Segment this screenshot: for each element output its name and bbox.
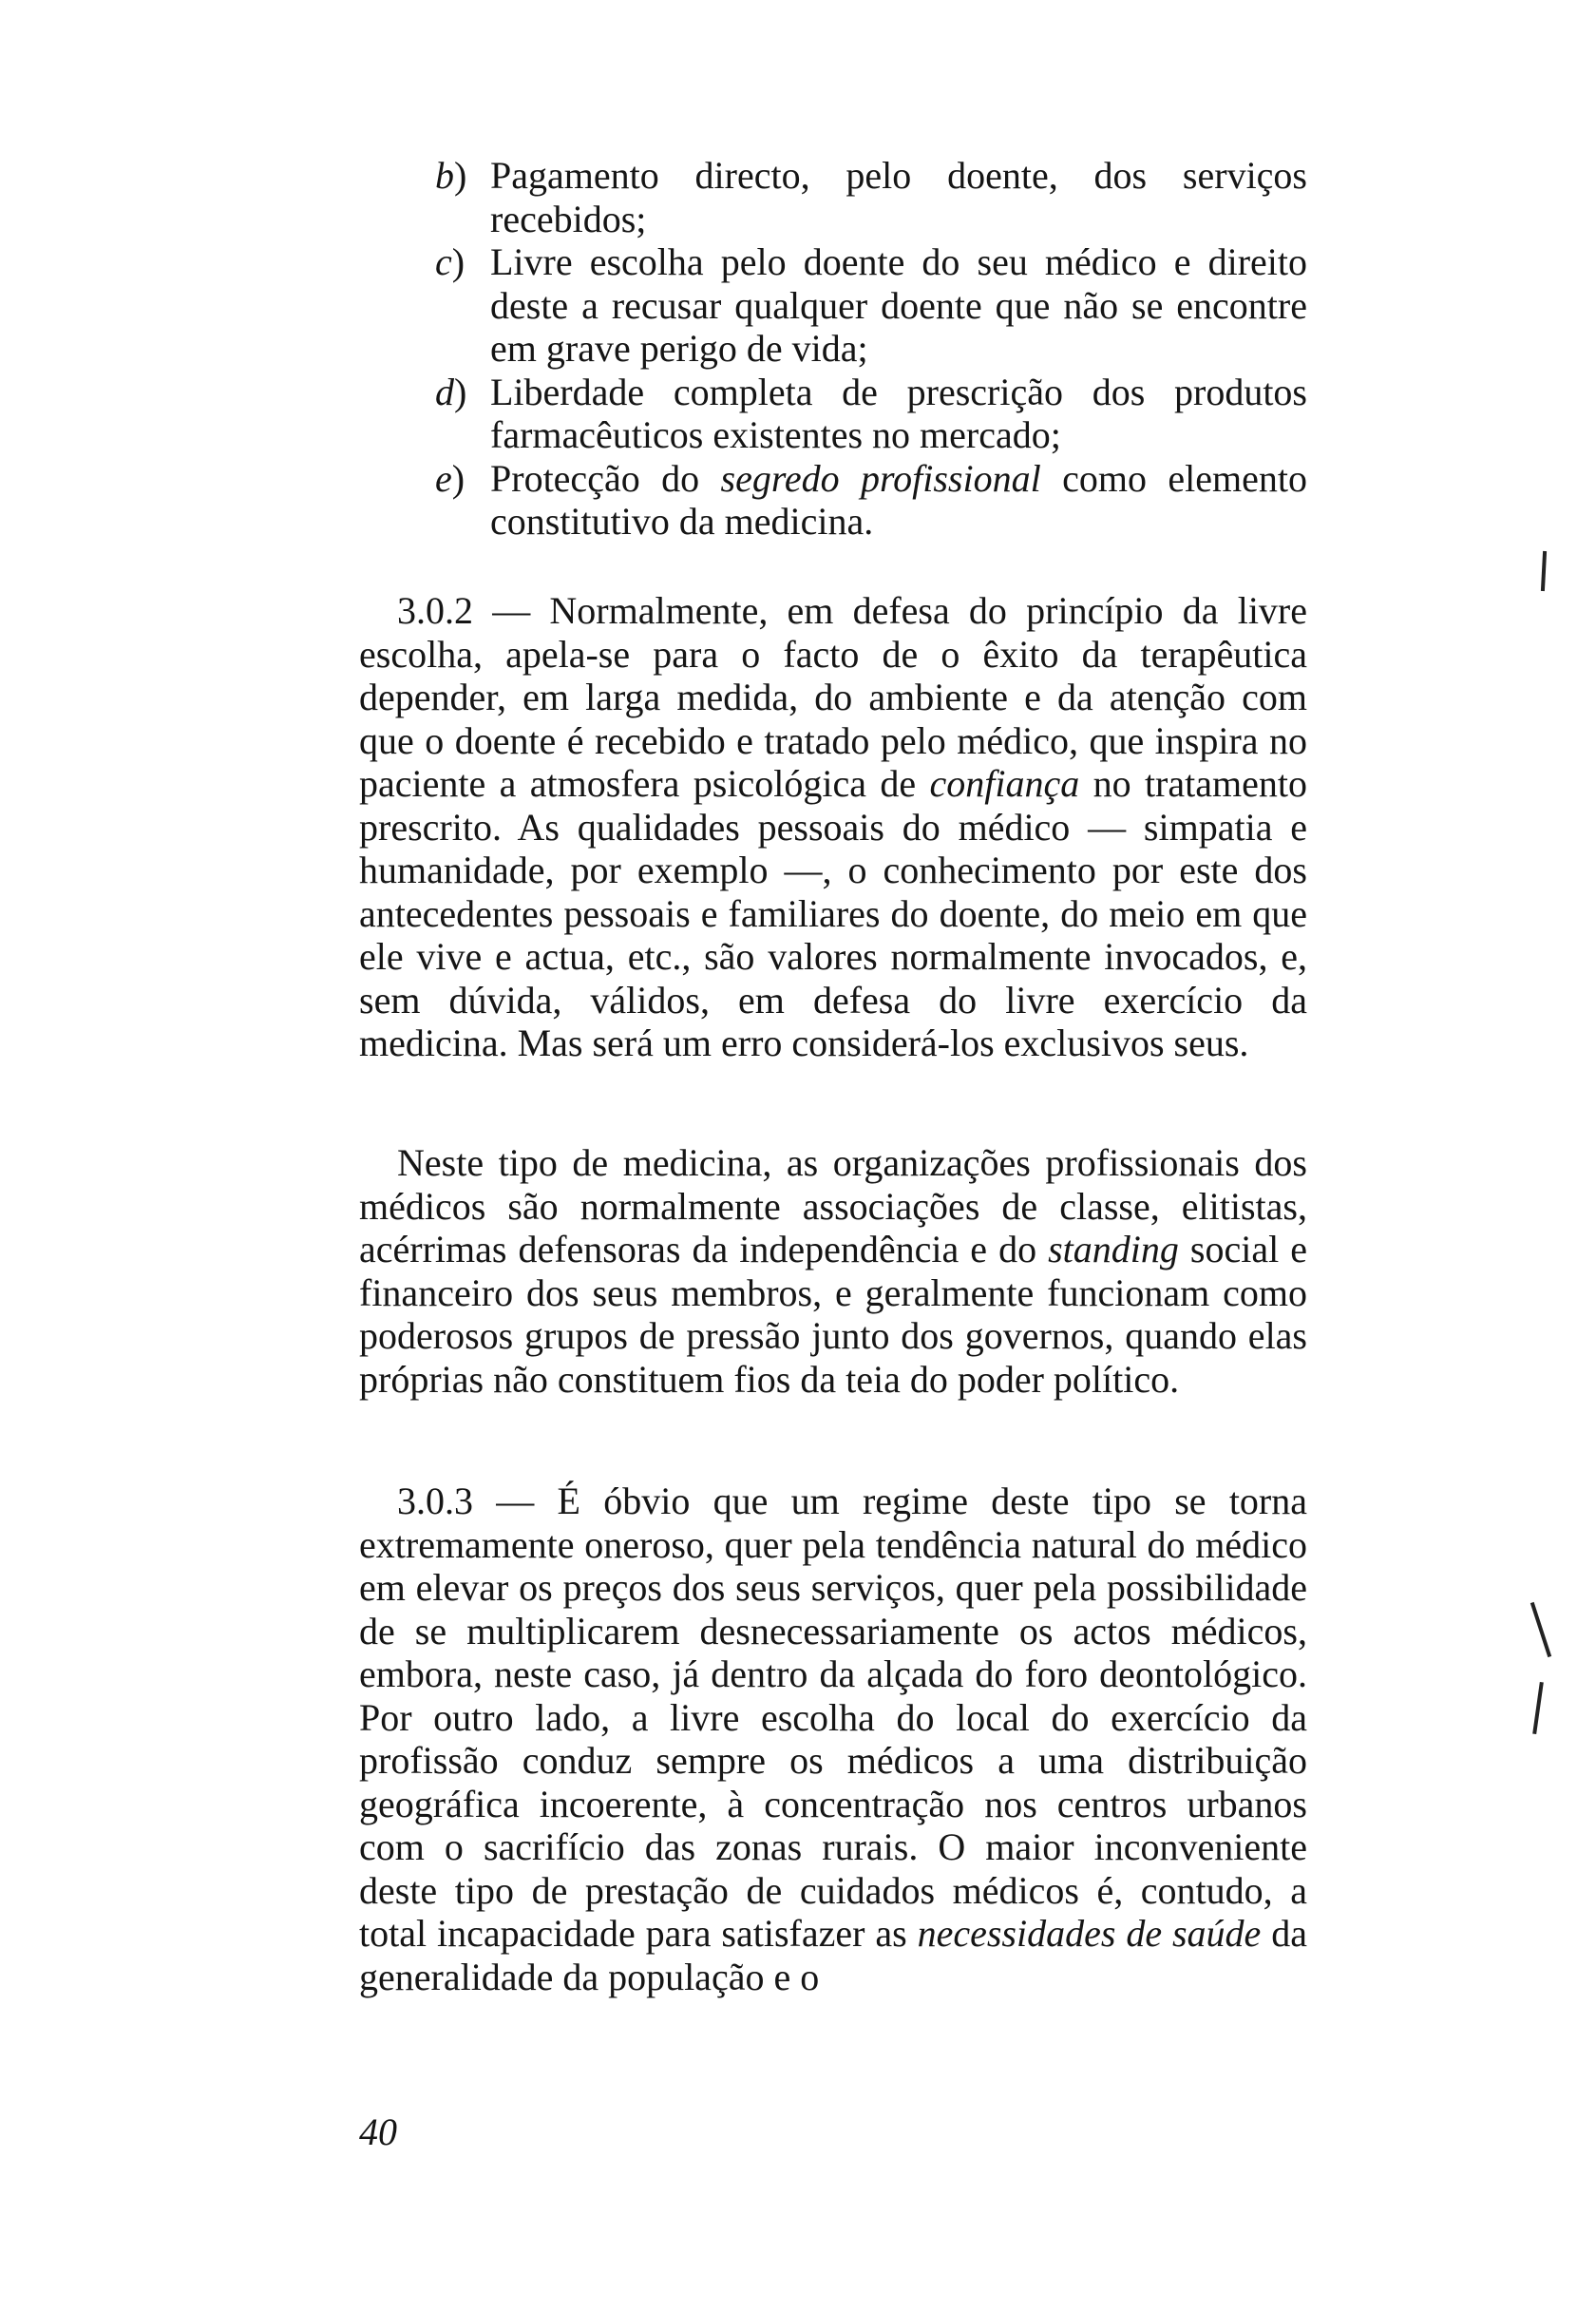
- paragraph-professional-organizations: Neste tipo de medicina, as organizações profissionais dos médicos são normalmente associações de classe, elitistas, acérrimas defensoras da independência e do standing social e financeiro dos seus membros, e geralmente funcionam como poderosos grupos de pressão junto dos governos, quando elas próprias não constituem fios da teia do poder político.: [359, 1141, 1307, 1401]
- list-item-text: Livre escolha pelo doente do seu médico e direito deste a recusar qualquer doente que não se encontre em grave perigo de vida;: [490, 240, 1307, 370]
- italic-term: confiança: [929, 762, 1080, 805]
- list-item-text: Pagamento directo, pelo doente, dos serviços recebidos;: [490, 154, 1307, 240]
- italic-term: standing: [1048, 1228, 1179, 1270]
- list-marker: d): [435, 370, 467, 413]
- conditions-list: [359, 154, 1307, 544]
- list-item-text: Liberdade completa de prescrição dos produtos farmacêuticos existentes no mercado;: [490, 370, 1307, 456]
- italic-term: necessidades de saúde: [917, 1912, 1262, 1955]
- list-marker: e): [435, 456, 466, 500]
- margin-pencil-mark: [1532, 1682, 1544, 1734]
- list-item-d: [359, 371, 1307, 457]
- list-item-b: [359, 154, 1307, 240]
- list-item-text: Protecção do segredo profissional como elemento constitutivo da medicina.: [490, 456, 1308, 543]
- section-3-0-2: 3.0.2 — Normalmente, em defesa do princípio da livre escolha, apela-se para o facto de o êxito da terapêutica depender, em larga medida, do ambiente e da atenção com que o doente é recebido e tratado pelo médico, que inspira no paciente a atmosfera psicológica de confiança no tratamento prescrito. As qualidades pessoais do médico — simpatia e humanidade, por exemplo —, o conhecimento por este dos antecedentes pessoais e familiares do doente, do meio em que ele vive e actua, etc., são valores normalmente invocados, e, sem dúvida, válidos, em defesa do livre exercício da medicina. Mas será um erro considerá-los exclusivos seus.: [359, 589, 1307, 1064]
- italic-term: segredo profissional: [720, 456, 1041, 500]
- margin-pencil-mark: [1530, 1602, 1551, 1657]
- list-marker: c): [435, 240, 466, 283]
- page-number: 40: [359, 2110, 397, 2153]
- section-3-0-3: 3.0.3 — É óbvio que um regime deste tipo se torna extremamente oneroso, quer pela tendência natural do médico em elevar os preços dos seus serviços, quer pela possibilidade de se multiplicarem desnecessariamente os actos médicos, embora, neste caso, já dentro da alçada do foro deontológico. Por outro lado, a livre escolha do local do exercício da profissão conduz sempre os médicos a uma distribuição geográfica incoerente, à concentração nos centros urbanos com o sacrifício das zonas rurais. O maior inconveniente deste tipo de prestação de cuidados médicos é, contudo, a total incapacidade para satisfazer as necessidades de saúde da generalidade da população e o: [359, 1480, 1307, 1998]
- list-marker: b): [435, 154, 467, 197]
- list-item-c: [359, 240, 1307, 371]
- list-item-e: [359, 457, 1307, 544]
- margin-pencil-mark: [1541, 551, 1547, 591]
